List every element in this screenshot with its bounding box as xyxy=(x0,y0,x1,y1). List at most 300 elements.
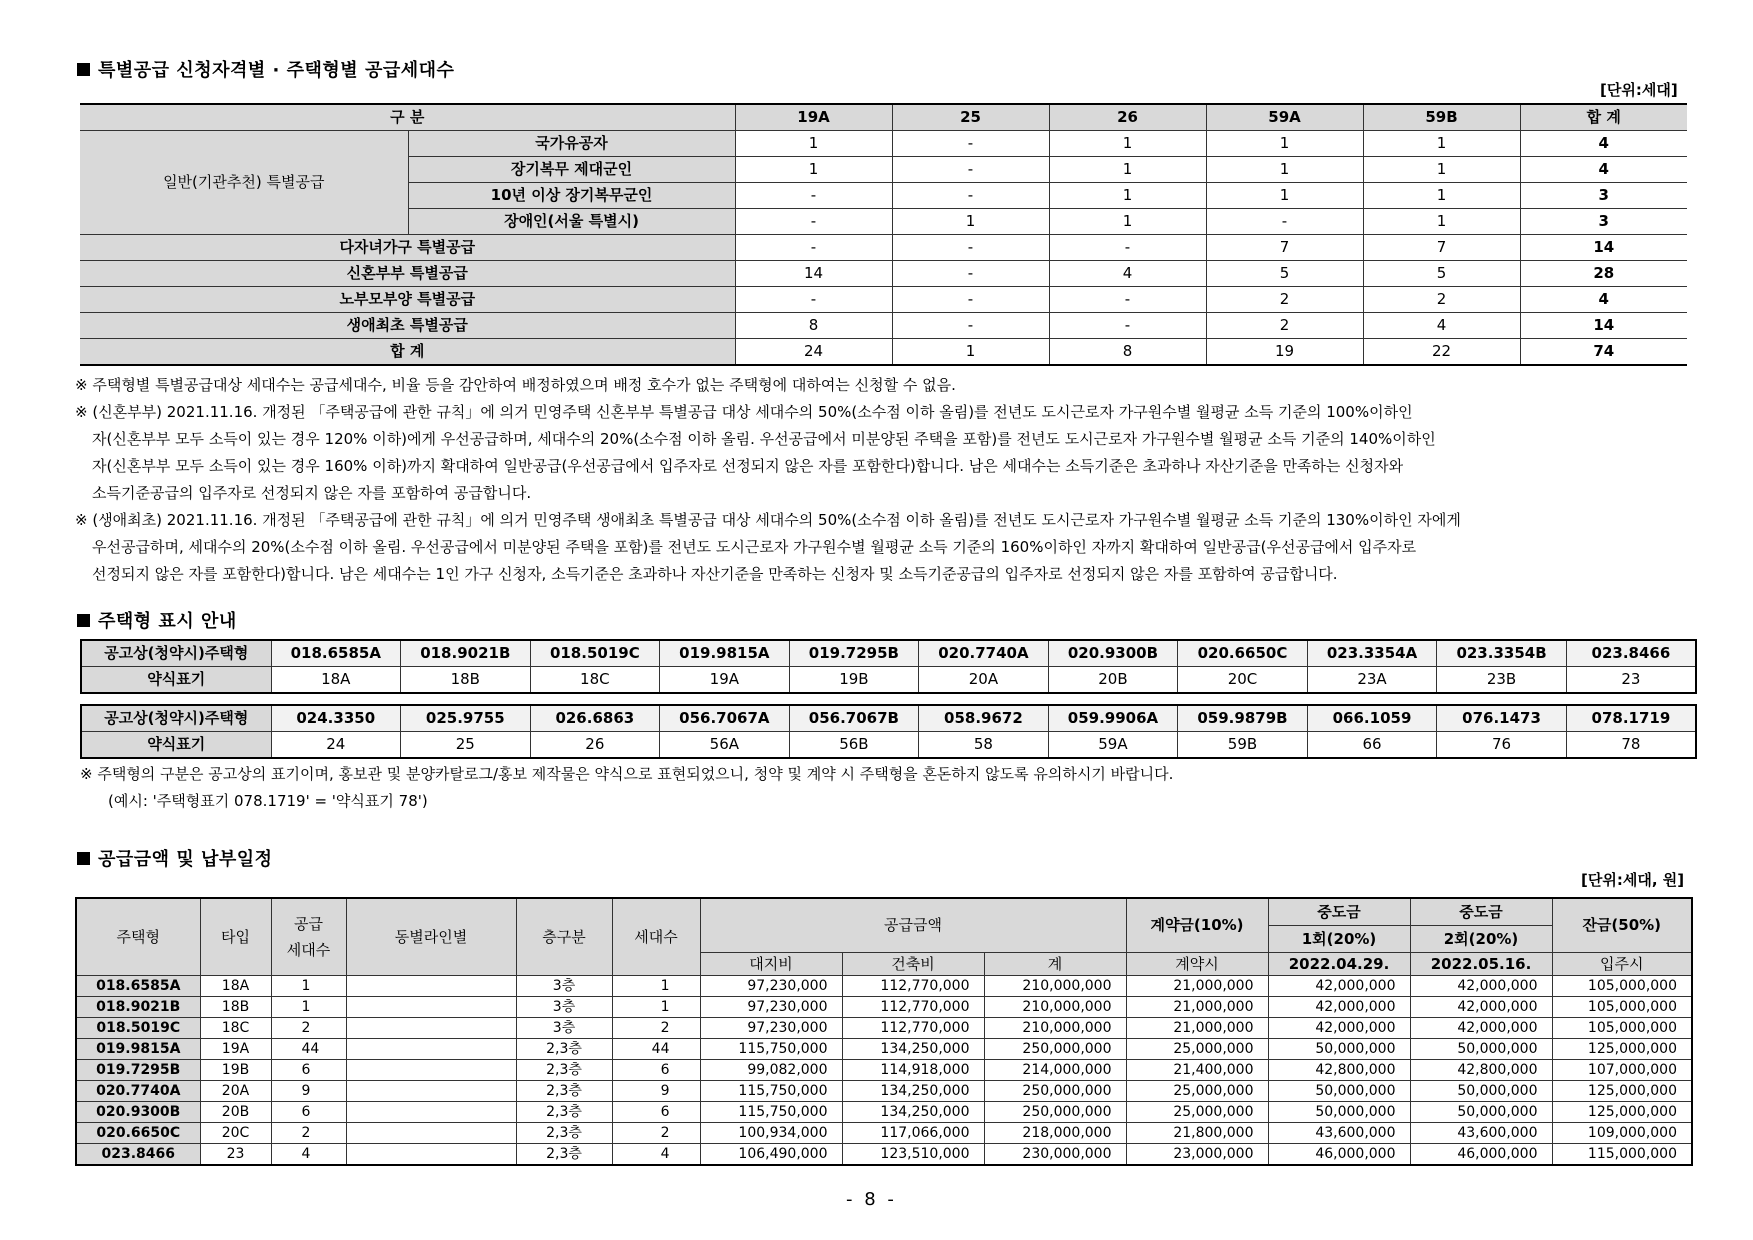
cell: 42,800,000 xyxy=(1268,1060,1410,1081)
type-code: 056.7067A xyxy=(660,705,790,732)
total-cell: 28 xyxy=(1520,261,1687,287)
section3-unit: [단위:세대, 원] xyxy=(1581,871,1685,889)
page-number: - 8 - xyxy=(846,1189,897,1210)
cell: - xyxy=(1206,209,1363,235)
total-cell: 3 xyxy=(1520,209,1687,235)
cell: 21,400,000 xyxy=(1126,1060,1268,1081)
cell: 23,000,000 xyxy=(1126,1144,1268,1166)
row-label: 10년 이상 장기복무군인 xyxy=(408,183,735,209)
cell: 1 xyxy=(892,339,1049,366)
cell: - xyxy=(735,287,892,313)
total-cell: 4 xyxy=(1520,157,1687,183)
cell: 19B xyxy=(200,1060,271,1081)
cell: 134,250,000 xyxy=(842,1081,984,1102)
house-type-header: 주택형 xyxy=(76,898,200,976)
cell: 2 xyxy=(612,1018,700,1039)
cell: 250,000,000 xyxy=(984,1081,1126,1102)
grand-total-cell: 74 xyxy=(1520,339,1687,366)
note-line: 선정되지 않은 자를 포함한다)합니다. 남은 세대수는 1인 가구 신청자, 소득기준은 초과하나 자산기준을 만족하는 신청자 및 소득기준공급의 입주자로 선정되지 않은 자를 포함하여 공급합니다. xyxy=(92,565,1338,583)
type-code: 026.6863 xyxy=(530,705,660,732)
cell: 2 xyxy=(271,1123,346,1144)
cell xyxy=(346,976,516,997)
cell: 50,000,000 xyxy=(1410,1102,1552,1123)
cell: 46,000,000 xyxy=(1268,1144,1410,1166)
cell: 6 xyxy=(271,1060,346,1081)
cell xyxy=(346,1039,516,1060)
short-code: 18C xyxy=(530,667,660,694)
section2-title: 주택형 표시 안내 xyxy=(77,607,237,633)
short-code: 58 xyxy=(919,732,1049,759)
cell: 115,750,000 xyxy=(700,1039,842,1060)
cell: 20C xyxy=(200,1123,271,1144)
type-code: 025.9755 xyxy=(401,705,531,732)
households-header: 세대수 xyxy=(612,898,700,976)
cell: 19 xyxy=(1206,339,1363,366)
section1-title: 특별공급 신청자격별 · 주택형별 공급세대수 xyxy=(77,56,454,82)
cell: - xyxy=(892,131,1049,157)
cell: 44 xyxy=(271,1039,346,1060)
cell: 107,000,000 xyxy=(1552,1060,1692,1081)
cell: 8 xyxy=(1049,339,1206,366)
square-bullet-icon xyxy=(77,852,90,865)
cell: 250,000,000 xyxy=(984,1039,1126,1060)
short-code: 26 xyxy=(530,732,660,759)
total-header: 합 계 xyxy=(1520,104,1687,131)
cell: 4 xyxy=(612,1144,700,1166)
type-code: 056.7067B xyxy=(789,705,919,732)
cell: 134,250,000 xyxy=(842,1039,984,1060)
col-header: 26 xyxy=(1049,104,1206,131)
short-code: 76 xyxy=(1437,732,1567,759)
short-code: 19A xyxy=(660,667,790,694)
cell: 2 xyxy=(1206,287,1363,313)
row-label: 약식표기 xyxy=(81,667,271,694)
house-type-cell: 019.9815A xyxy=(76,1039,200,1060)
cell: 3층 xyxy=(516,997,612,1018)
cell: 105,000,000 xyxy=(1552,997,1692,1018)
table-row xyxy=(80,287,1687,313)
cell: 99,082,000 xyxy=(700,1060,842,1081)
short-code: 23B xyxy=(1437,667,1567,694)
cell: 25,000,000 xyxy=(1126,1039,1268,1060)
cell: 22 xyxy=(1363,339,1520,366)
header-row xyxy=(80,104,1687,131)
cell xyxy=(346,1144,516,1166)
house-type-table-b xyxy=(80,704,1697,759)
cell: 1 xyxy=(1206,183,1363,209)
cell: 1 xyxy=(1363,183,1520,209)
type-code: 058.9672 xyxy=(919,705,1049,732)
cell: 50,000,000 xyxy=(1410,1039,1552,1060)
type-code: 020.6650C xyxy=(1178,640,1308,667)
short-row xyxy=(81,667,1696,694)
cell: 115,000,000 xyxy=(1552,1144,1692,1166)
note-line: 우선공급하며, 세대수의 20%(소수점 이하 올림. 우선공급에서 미분양된 주택을 포함)를 전년도 도시근로자 가구원수별 월평균 소득 기준의 160%이하인 자까지 확대하여 일반공급(우선공급에서 입주자로 xyxy=(92,538,1417,556)
cell: 4 xyxy=(1363,313,1520,339)
cell: 1 xyxy=(1363,131,1520,157)
cell: 7 xyxy=(1206,235,1363,261)
short-code: 56B xyxy=(789,732,919,759)
cell: 250,000,000 xyxy=(984,1102,1126,1123)
type-code: 019.7295B xyxy=(789,640,919,667)
cell: 6 xyxy=(271,1102,346,1123)
cell: 42,000,000 xyxy=(1410,976,1552,997)
cell: 50,000,000 xyxy=(1268,1039,1410,1060)
cell: 1 xyxy=(1363,157,1520,183)
cell: 117,066,000 xyxy=(842,1123,984,1144)
cell: 125,000,000 xyxy=(1552,1039,1692,1060)
cell: 1 xyxy=(271,976,346,997)
section3-title: 공급금액 및 납부일정 xyxy=(77,845,273,871)
table-row xyxy=(80,261,1687,287)
type-code: 023.3354A xyxy=(1307,640,1437,667)
land-header: 대지비 xyxy=(700,953,842,976)
cell: 105,000,000 xyxy=(1552,1018,1692,1039)
balance-header: 잔금(50%) xyxy=(1552,898,1692,953)
total-label: 합 계 xyxy=(80,339,735,366)
row-label: 노부모부양 특별공급 xyxy=(80,287,735,313)
section1-unit: [단위:세대] xyxy=(1600,81,1678,99)
note-line: ※ (생애최초) 2021.11.16. 개정된 「주택공급에 관한 규칙」에 의거 민영주택 생애최초 특별공급 대상 세대수의 50%(소수점 이하 올림)를 전년도 도시근로자 가구원수별 월평균 소득 기준의 130%이하인 자에게 xyxy=(75,511,1461,529)
cell: 210,000,000 xyxy=(984,997,1126,1018)
cell: 42,800,000 xyxy=(1410,1060,1552,1081)
cell: - xyxy=(1049,313,1206,339)
cell: 2 xyxy=(271,1018,346,1039)
cell: 18B xyxy=(200,997,271,1018)
cell: 97,230,000 xyxy=(700,1018,842,1039)
short-code: 25 xyxy=(401,732,531,759)
contract-header: 계약금(10%) xyxy=(1126,898,1268,953)
dong-line-header: 동별라인별 xyxy=(346,898,516,976)
cell: 5 xyxy=(1363,261,1520,287)
price-schedule-table xyxy=(75,897,1693,1166)
house-type-cell: 023.8466 xyxy=(76,1144,200,1166)
code-row xyxy=(81,705,1696,732)
type-code: 018.9021B xyxy=(401,640,531,667)
short-code: 18A xyxy=(271,667,401,694)
note-line: 자(신혼부부 모두 소득이 있는 경우 120% 이하)에게 우선공급하며, 세대수의 20%(소수점 이하 올림. 우선공급에서 미분양된 주택을 포함)를 전년도 도시근로자 가구원수별 월평균 소득 기준의 140%이하인 xyxy=(92,430,1436,448)
type-code: 018.6585A xyxy=(271,640,401,667)
note-line: 소득기준공급의 입주자로 선정되지 않은 자를 포함하여 공급합니다. xyxy=(92,484,532,502)
category-header: 구 분 xyxy=(80,104,735,131)
cell: - xyxy=(735,183,892,209)
cell: 1 xyxy=(1049,157,1206,183)
cell: 114,918,000 xyxy=(842,1060,984,1081)
cell: 18A xyxy=(200,976,271,997)
cell: 9 xyxy=(271,1081,346,1102)
note-line: 자(신혼부부 모두 소득이 있는 경우 160% 이하)까지 확대하여 일반공급(우선공급에서 입주자로 선정되지 않은 자를 포함한다)합니다. 남은 세대수는 소득기준은 초과하나 자산기준을 만족하는 신청자와 xyxy=(92,457,1404,475)
note-line: (예시: '주택형표기 078.1719' = '약식표기 78') xyxy=(108,792,428,810)
cell: 115,750,000 xyxy=(700,1081,842,1102)
cell: 2,3층 xyxy=(516,1144,612,1166)
cell: 105,000,000 xyxy=(1552,976,1692,997)
cell: 125,000,000 xyxy=(1552,1081,1692,1102)
cell: 218,000,000 xyxy=(984,1123,1126,1144)
house-type-cell: 020.6650C xyxy=(76,1123,200,1144)
type-code: 059.9879B xyxy=(1178,705,1308,732)
cell: - xyxy=(892,287,1049,313)
cell: 25,000,000 xyxy=(1126,1081,1268,1102)
cell xyxy=(346,1060,516,1081)
table-row xyxy=(76,1060,1692,1081)
cell: 43,600,000 xyxy=(1410,1123,1552,1144)
cell: 9 xyxy=(612,1081,700,1102)
cell: 1 xyxy=(271,997,346,1018)
mid1-ratio: 1회(20%) xyxy=(1268,926,1410,953)
cell: 125,000,000 xyxy=(1552,1102,1692,1123)
short-code: 20C xyxy=(1178,667,1308,694)
cell: 3층 xyxy=(516,976,612,997)
cell: 42,000,000 xyxy=(1268,997,1410,1018)
mid2-header: 중도금 xyxy=(1410,898,1552,926)
price-rows xyxy=(76,976,1692,1166)
total-cell: 14 xyxy=(1520,313,1687,339)
type-code: 024.3350 xyxy=(271,705,401,732)
note-line: ※ (신혼부부) 2021.11.16. 개정된 「주택공급에 관한 규칙」에 의거 민영주택 신혼부부 특별공급 대상 세대수의 50%(소수점 이하 올림)를 전년도 도시근로자 가구원수별 월평균 소득 기준의 100%이하인 xyxy=(75,403,1413,421)
row-label: 국가유공자 xyxy=(408,131,735,157)
mid1-date: 2022.04.29. xyxy=(1268,953,1410,976)
cell: - xyxy=(892,261,1049,287)
cell: 100,934,000 xyxy=(700,1123,842,1144)
mid1-header: 중도금 xyxy=(1268,898,1410,926)
short-code: 24 xyxy=(271,732,401,759)
cell: 112,770,000 xyxy=(842,997,984,1018)
square-bullet-icon xyxy=(77,614,90,627)
type-code: 059.9906A xyxy=(1048,705,1178,732)
cell: 21,000,000 xyxy=(1126,997,1268,1018)
cell: - xyxy=(892,235,1049,261)
row-label: 공고상(청약시)주택형 xyxy=(81,705,271,732)
cell: 1 xyxy=(892,209,1049,235)
floor-header: 층구분 xyxy=(516,898,612,976)
cell: 50,000,000 xyxy=(1268,1102,1410,1123)
cell: 7 xyxy=(1363,235,1520,261)
type-code: 020.9300B xyxy=(1048,640,1178,667)
cell: 2,3층 xyxy=(516,1102,612,1123)
cell: 14 xyxy=(735,261,892,287)
note-line: ※ 주택형별 특별공급대상 세대수는 공급세대수, 비율 등을 감안하여 배정하였으며 배정 호수가 없는 주택형에 대하여는 신청할 수 없음. xyxy=(75,376,956,394)
cell: 1 xyxy=(1206,131,1363,157)
cell: 3층 xyxy=(516,1018,612,1039)
total-cell: 4 xyxy=(1520,131,1687,157)
house-type-cell: 018.6585A xyxy=(76,976,200,997)
cell: - xyxy=(1049,287,1206,313)
short-code: 23A xyxy=(1307,667,1437,694)
cell: 2,3층 xyxy=(516,1081,612,1102)
cell: 2,3층 xyxy=(516,1039,612,1060)
col-header: 19A xyxy=(735,104,892,131)
type-code: 076.1473 xyxy=(1437,705,1567,732)
cell: 21,000,000 xyxy=(1126,1018,1268,1039)
cell xyxy=(346,1081,516,1102)
row-label: 신혼부부 특별공급 xyxy=(80,261,735,287)
table-row xyxy=(76,1081,1692,1102)
cell: 50,000,000 xyxy=(1268,1081,1410,1102)
cell: 97,230,000 xyxy=(700,997,842,1018)
cell: 43,600,000 xyxy=(1268,1123,1410,1144)
short-code: 20A xyxy=(919,667,1049,694)
cell: 25,000,000 xyxy=(1126,1102,1268,1123)
type-header: 타입 xyxy=(200,898,271,976)
short-code: 56A xyxy=(660,732,790,759)
row-label: 장애인(서울 특별시) xyxy=(408,209,735,235)
table-row xyxy=(80,131,1687,157)
row-label: 약식표기 xyxy=(81,732,271,759)
cell: - xyxy=(892,183,1049,209)
cell: 46,000,000 xyxy=(1410,1144,1552,1166)
contract-when: 계약시 xyxy=(1126,953,1268,976)
cell: 134,250,000 xyxy=(842,1102,984,1123)
table-row xyxy=(76,1039,1692,1060)
cell: 2 xyxy=(1363,287,1520,313)
cell xyxy=(346,997,516,1018)
cell: 123,510,000 xyxy=(842,1144,984,1166)
mid2-date: 2022.05.16. xyxy=(1410,953,1552,976)
building-header: 건축비 xyxy=(842,953,984,976)
cell: 1 xyxy=(1363,209,1520,235)
cell: 210,000,000 xyxy=(984,1018,1126,1039)
cell xyxy=(346,1123,516,1144)
cell: 18C xyxy=(200,1018,271,1039)
cell: 210,000,000 xyxy=(984,976,1126,997)
cell: 24 xyxy=(735,339,892,366)
type-code: 023.8466 xyxy=(1566,640,1696,667)
cell: 2,3층 xyxy=(516,1123,612,1144)
cell xyxy=(346,1102,516,1123)
cell: 20B xyxy=(200,1102,271,1123)
cell: 1 xyxy=(1049,183,1206,209)
cell: 42,000,000 xyxy=(1268,1018,1410,1039)
cell: - xyxy=(1049,235,1206,261)
balance-when: 입주시 xyxy=(1552,953,1692,976)
cell: 20A xyxy=(200,1081,271,1102)
type-code: 066.1059 xyxy=(1307,705,1437,732)
col-header: 59A xyxy=(1206,104,1363,131)
house-type-cell: 019.7295B xyxy=(76,1060,200,1081)
house-type-table-a xyxy=(80,639,1697,694)
col-header: 25 xyxy=(892,104,1049,131)
group-label: 일반(기관추천) 특별공급 xyxy=(80,131,408,235)
square-bullet-icon xyxy=(77,63,90,76)
sum-header: 계 xyxy=(984,953,1126,976)
total-cell: 14 xyxy=(1520,235,1687,261)
row-label: 장기복무 제대군인 xyxy=(408,157,735,183)
cell: 230,000,000 xyxy=(984,1144,1126,1166)
short-code: 78 xyxy=(1566,732,1696,759)
type-code: 023.3354B xyxy=(1437,640,1567,667)
short-code: 66 xyxy=(1307,732,1437,759)
short-code: 59A xyxy=(1048,732,1178,759)
table-row xyxy=(80,313,1687,339)
short-row xyxy=(81,732,1696,759)
cell: 1 xyxy=(735,157,892,183)
cell: 4 xyxy=(1049,261,1206,287)
type-code: 078.1719 xyxy=(1566,705,1696,732)
total-cell: 4 xyxy=(1520,287,1687,313)
header-row xyxy=(76,898,1692,926)
cell: 1 xyxy=(735,131,892,157)
cell: 2,3층 xyxy=(516,1060,612,1081)
house-type-cell: 018.5019C xyxy=(76,1018,200,1039)
house-type-cell: 020.9300B xyxy=(76,1102,200,1123)
cell: 97,230,000 xyxy=(700,976,842,997)
table-row xyxy=(76,1144,1692,1166)
col-header: 59B xyxy=(1363,104,1520,131)
cell: 115,750,000 xyxy=(700,1102,842,1123)
house-type-cell: 018.9021B xyxy=(76,997,200,1018)
short-code: 18B xyxy=(401,667,531,694)
code-row xyxy=(81,640,1696,667)
cell: 21,000,000 xyxy=(1126,976,1268,997)
cell: 42,000,000 xyxy=(1410,997,1552,1018)
table-row xyxy=(76,976,1692,997)
cell: 1 xyxy=(1049,131,1206,157)
section1-notes xyxy=(75,372,1715,588)
type-code: 020.7740A xyxy=(919,640,1049,667)
cell: 1 xyxy=(612,997,700,1018)
short-code: 59B xyxy=(1178,732,1308,759)
cell: 5 xyxy=(1206,261,1363,287)
total-cell: 3 xyxy=(1520,183,1687,209)
table-row xyxy=(76,1102,1692,1123)
supply-by-qualification-table xyxy=(80,103,1687,366)
type-code: 018.5019C xyxy=(530,640,660,667)
row-label: 생애최초 특별공급 xyxy=(80,313,735,339)
mid2-ratio: 2회(20%) xyxy=(1410,926,1552,953)
note-line: ※ 주택형의 구분은 공고상의 표기이며, 홍보관 및 분양카탈로그/홍보 제작물은 약식으로 표현되었으니, 청약 및 계약 시 주택형을 혼돈하지 않도록 유의하시기 바랍니다. xyxy=(80,765,1174,783)
cell: 6 xyxy=(612,1060,700,1081)
cell: - xyxy=(735,235,892,261)
cell: 42,000,000 xyxy=(1268,976,1410,997)
total-row xyxy=(80,339,1687,366)
house-type-cell: 020.7740A xyxy=(76,1081,200,1102)
section2-notes xyxy=(80,761,1700,815)
row-label: 다자녀가구 특별공급 xyxy=(80,235,735,261)
cell: 21,800,000 xyxy=(1126,1123,1268,1144)
cell: 2 xyxy=(612,1123,700,1144)
cell: 112,770,000 xyxy=(842,976,984,997)
price-header: 공급금액 xyxy=(700,898,1126,953)
cell: - xyxy=(735,209,892,235)
table-row xyxy=(76,997,1692,1018)
short-code: 23 xyxy=(1566,667,1696,694)
cell: 214,000,000 xyxy=(984,1060,1126,1081)
cell: 106,490,000 xyxy=(700,1144,842,1166)
supply-units-header: 공급 세대수 xyxy=(271,898,346,976)
cell: 1 xyxy=(1206,157,1363,183)
table-row xyxy=(76,1018,1692,1039)
type-code: 019.9815A xyxy=(660,640,790,667)
cell: 2 xyxy=(1206,313,1363,339)
cell: 19A xyxy=(200,1039,271,1060)
short-code: 19B xyxy=(789,667,919,694)
cell: 1 xyxy=(1049,209,1206,235)
cell: 4 xyxy=(271,1144,346,1166)
cell xyxy=(346,1018,516,1039)
cell: 23 xyxy=(200,1144,271,1166)
cell: 8 xyxy=(735,313,892,339)
cell: - xyxy=(892,157,1049,183)
table-row xyxy=(76,1123,1692,1144)
cell: 109,000,000 xyxy=(1552,1123,1692,1144)
cell: 1 xyxy=(612,976,700,997)
row-label: 공고상(청약시)주택형 xyxy=(81,640,271,667)
cell: 50,000,000 xyxy=(1410,1081,1552,1102)
cell: - xyxy=(892,313,1049,339)
short-code: 20B xyxy=(1048,667,1178,694)
cell: 112,770,000 xyxy=(842,1018,984,1039)
cell: 6 xyxy=(612,1102,700,1123)
